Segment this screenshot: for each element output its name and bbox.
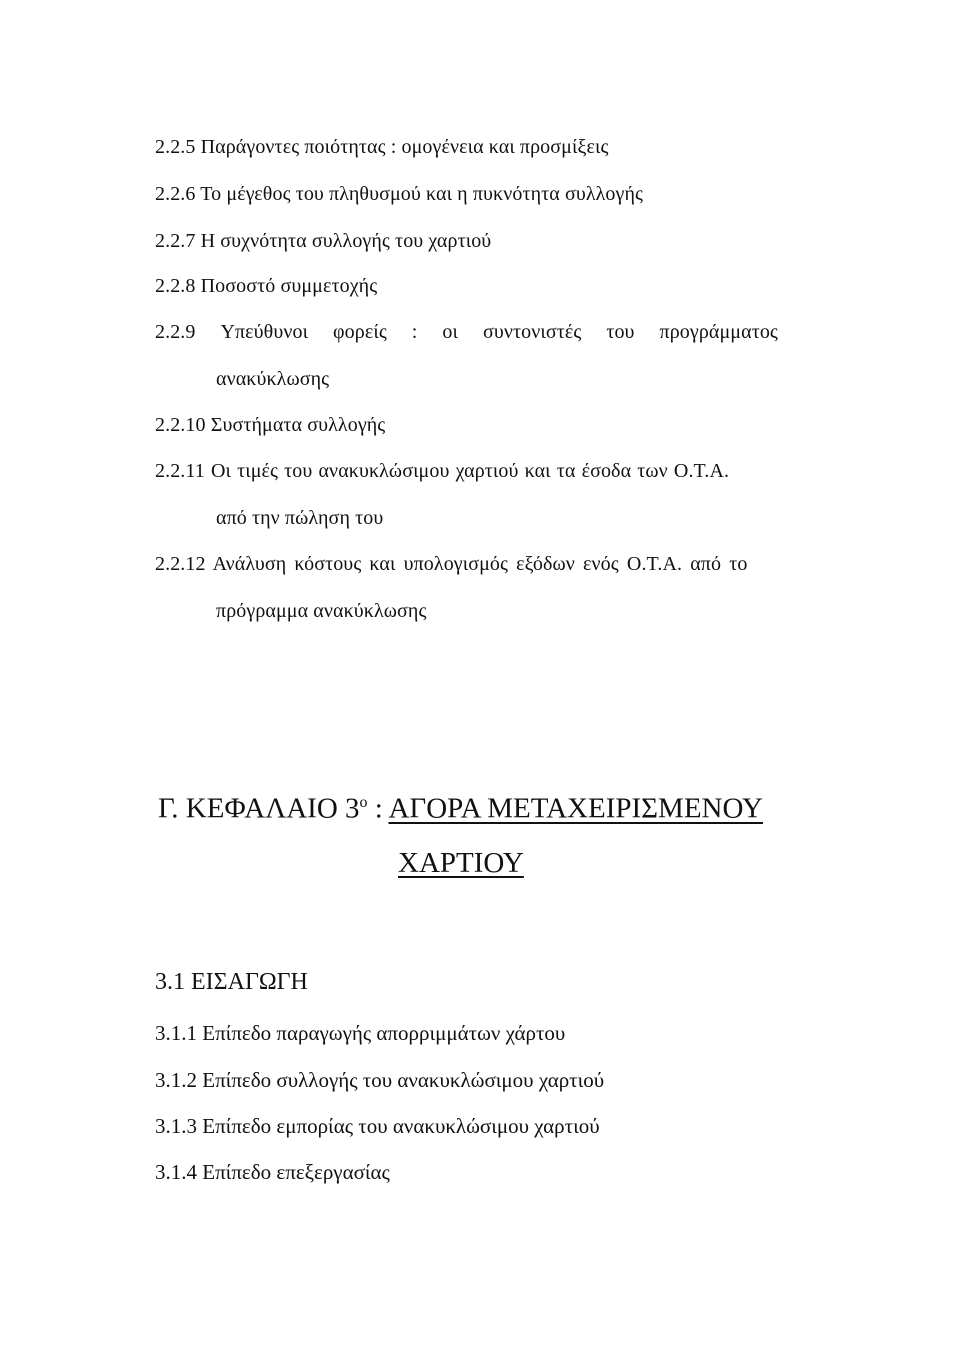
- chapter-title-line2-wrap: [398, 846, 524, 880]
- toc-entry-2-2-9: [155, 320, 778, 344]
- section-entry-3-1-1: 3.1.1 Επίπεδο παραγωγής απορριμμάτων χάρτου: [155, 1021, 566, 1045]
- section-entry-3-1-4: 3.1.4 Επίπεδο επεξεργασίας: [155, 1160, 390, 1184]
- toc-entry-2-2-6: 2.2.6 Το μέγεθος του πληθυσμού και η πυκνότητα συλλογής: [155, 183, 644, 205]
- chapter-ordinal-superscript: ο: [359, 794, 368, 811]
- chapter-separator: :: [367, 792, 389, 825]
- chapter-title-line2: ΧΑΡΤΙΟΥ: [398, 847, 524, 879]
- chapter-heading: [158, 786, 763, 826]
- toc-entry-2-2-7: 2.2.7 Η συχνότητα συλλογής του χαρτιού: [155, 230, 492, 252]
- chapter-prefix: Γ. ΚΕΦΑΛΑΙΟ 3: [158, 792, 360, 825]
- toc-word: 2.2.9: [155, 321, 196, 343]
- toc-entry-2-2-11: 2.2.11 Οι τιμές του ανακυκλώσιμου χαρτιού και τα έσοδα των Ο.Τ.Α.: [155, 460, 730, 482]
- toc-entry-2-2-10: 2.2.10 Συστήματα συλλογής: [155, 414, 386, 436]
- section-heading-3-1: 3.1 ΕΙΣΑΓΩΓΗ: [155, 969, 308, 995]
- chapter-title-line1: ΑΓΟΡΑ ΜΕΤΑΧΕΙΡΙΣΜΕΝΟΥ: [388, 792, 763, 825]
- toc-entry-2-2-11-continuation: από την πώληση του: [216, 507, 384, 529]
- toc-word: Υπεύθυνοι: [220, 321, 309, 343]
- toc-entry-2-2-8: 2.2.8 Ποσοστό συμμετοχής: [155, 275, 378, 297]
- toc-entry-2-2-12: 2.2.12 Ανάλυση κόστους και υπολογισμός εξόδων ενός Ο.Τ.Α. από το: [155, 553, 748, 575]
- toc-word: :: [411, 321, 418, 343]
- section-entry-3-1-3: 3.1.3 Επίπεδο εμπορίας του ανακυκλώσιμου χαρτιού: [155, 1114, 600, 1138]
- toc-entry-2-2-12-continuation: πρόγραμμα ανακύκλωσης: [216, 600, 427, 622]
- toc-word: προγράμματος: [659, 321, 778, 343]
- section-entry-3-1-2: 3.1.2 Επίπεδο συλλογής του ανακυκλώσιμου χαρτιού: [155, 1068, 605, 1092]
- toc-entry-2-2-5: 2.2.5 Παράγοντες ποιότητας : ομογένεια και προσμίξεις: [155, 136, 609, 158]
- toc-word: οι: [442, 321, 458, 343]
- toc-word: συντονιστές: [482, 321, 582, 343]
- toc-word: φορείς: [333, 321, 387, 343]
- toc-entry-2-2-9-continuation: ανακύκλωσης: [216, 368, 330, 390]
- toc-word: του: [606, 321, 635, 343]
